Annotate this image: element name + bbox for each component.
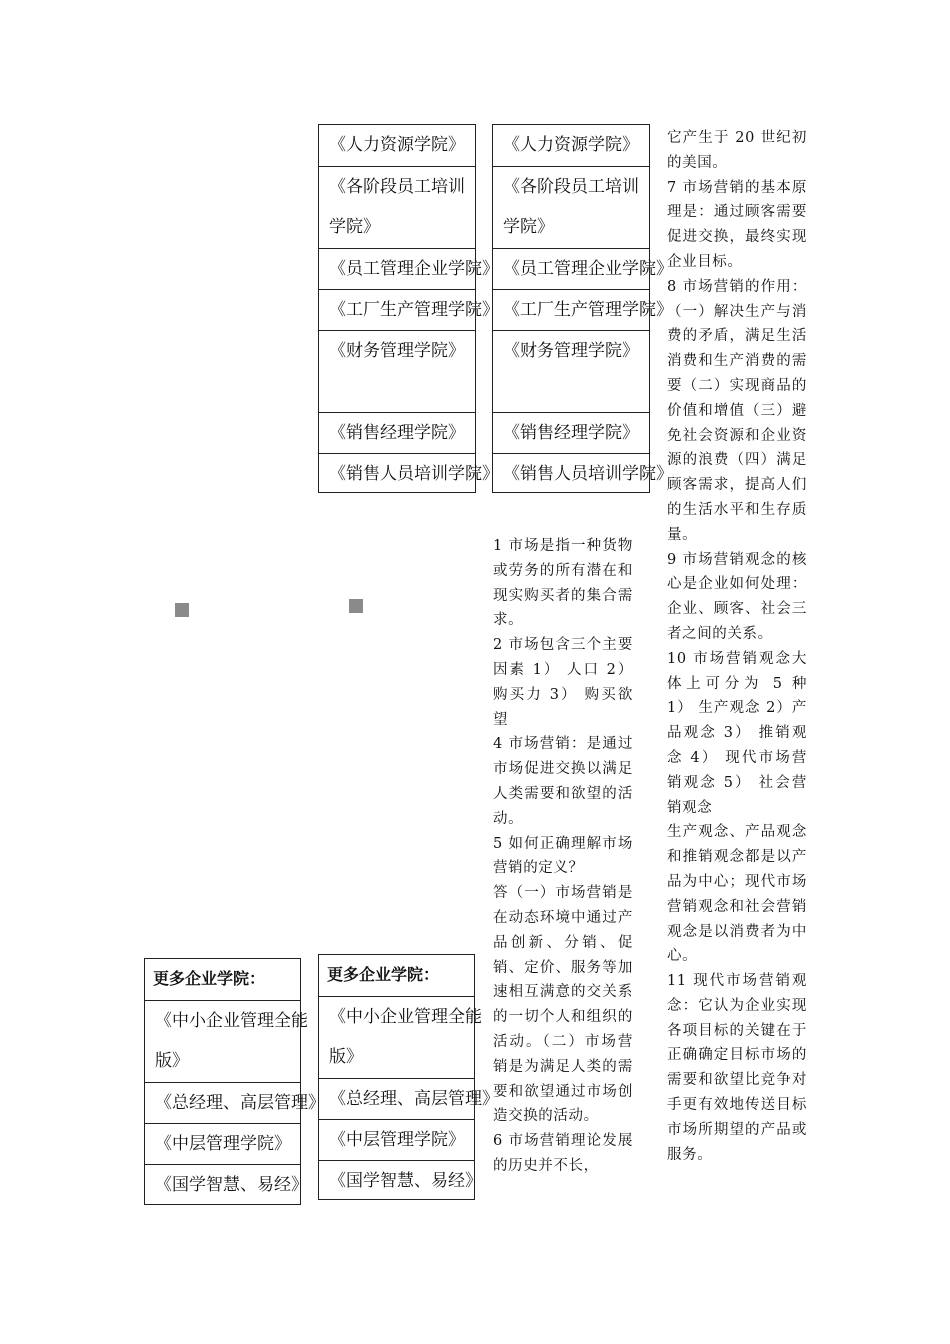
bottom-table-left xyxy=(144,958,325,1205)
paragraph: 5 如何正确理解市场营销的定义？ xyxy=(493,835,633,877)
paragraph: 8 市场营销的作用：（一）解决生产与消费的矛盾，满足生活消费和生产消费的需要（二）实现商品的价值和增值（三）避免社会资源和企业资源的浪费（四）满足顾客需求，提高人们的生活水平和生存质量。 xyxy=(667,278,807,543)
table-row: 《工厂生产管理学院》 xyxy=(493,289,649,330)
table-row: 《财务管理学院》 xyxy=(493,330,649,412)
top-table-left xyxy=(318,124,499,493)
table-row: 《员工管理企业学院》 xyxy=(319,248,475,289)
table-row: 《中小企业管理全能版》 xyxy=(319,996,474,1078)
table-row: 《中层管理学院》 xyxy=(319,1119,474,1160)
table-row: 《销售人员培训学院》 xyxy=(319,453,475,494)
paragraph: 答（一）市场营销是在动态环境中通过产品创新、分销、促销、定价、服务等加速相互满意的交关系的一切个人和组织的活动。（二）市场营销是为满足人类的需要和欲望通过市场创造交换的活动。 xyxy=(493,885,633,1125)
right-text-column xyxy=(667,126,807,1167)
table-row: 《人力资源学院》 xyxy=(329,135,465,155)
table-row: 《国学智慧、易经》 xyxy=(319,1160,474,1201)
paragraph: 11 现代市场营销观念：它认为企业实现各项目标的关键在于正确确定目标市场的需要和欲望比竞争对手更有效地传送目标市场所期望的产品或服务。 xyxy=(667,973,807,1163)
bottom-table-right xyxy=(318,954,499,1200)
table-row: 《销售经理学院》 xyxy=(319,412,475,453)
table-row: 《中小企业管理全能版》 xyxy=(145,1000,300,1082)
paragraph: 6 市场营销理论发展的历史并不长， xyxy=(493,1133,633,1174)
table-heading: 更多企业学院： xyxy=(327,965,440,984)
table-row: 《财务管理学院》 xyxy=(319,330,475,412)
table-row: 《销售经理学院》 xyxy=(493,412,649,453)
square-bullet-icon xyxy=(349,599,363,613)
square-bullet-icon xyxy=(175,603,189,617)
middle-text-column xyxy=(493,534,633,1179)
paragraph: 生产观念、产品观念和推销观念都是以产品为中心；现代市场营销观念和社会营销观念是以消费者为中心。 xyxy=(667,824,807,965)
table-row: 《人力资源学院》 xyxy=(503,135,639,155)
paragraph: 4 市场营销：是通过市场促进交换以满足人类需要和欲望的活动。 xyxy=(493,736,633,827)
table-row: 《总经理、高层管理》 xyxy=(319,1078,474,1119)
table-row: 《工厂生产管理学院》 xyxy=(319,289,475,330)
table-row: 《中层管理学院》 xyxy=(145,1123,300,1164)
paragraph: 9 市场营销观念的核心是企业如何处理：企业、顾客、社会三者之间的关系。 xyxy=(667,551,807,642)
table-row: 《总经理、高层管理》 xyxy=(145,1082,300,1123)
table-heading: 更多企业学院： xyxy=(153,969,266,988)
paragraph: 7 市场营销的基本原理是：通过顾客需要促进交换，最终实现企业目标。 xyxy=(667,179,807,270)
table-row: 《员工管理企业学院》 xyxy=(493,248,649,289)
table-row: 《国学智慧、易经》 xyxy=(145,1164,300,1205)
table-row: 《销售人员培训学院》 xyxy=(493,453,649,494)
paragraph: 10 市场营销观念大体上可分为 5 种 1） 生产观念 2）产品观念 3） 推销观念 4） 现代市场营销观念 5） 社会营销观念 xyxy=(667,650,807,816)
top-table-right xyxy=(492,124,673,493)
table-row: 《各阶段员工培训学院》 xyxy=(493,166,649,248)
paragraph: 它产生于 20 世纪初的美国。 xyxy=(667,130,807,171)
paragraph: 2 市场包含三个主要因素 1） 人口 2）购买力 3） 购买欲望 xyxy=(493,637,633,728)
paragraph: 1 市场是指一种货物或劳务的所有潜在和现实购买者的集合需求。 xyxy=(493,538,633,629)
table-row: 《各阶段员工培训学院》 xyxy=(319,166,475,248)
